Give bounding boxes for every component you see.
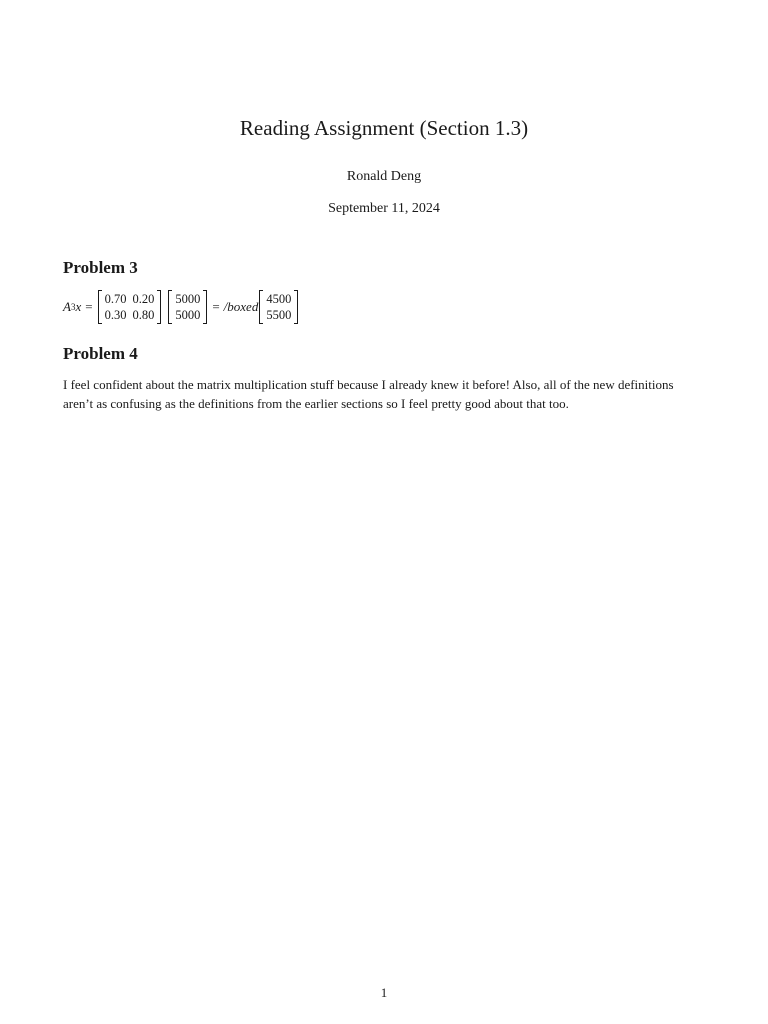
vector-cell: 5000 <box>175 292 201 306</box>
problem-4-paragraph: I feel confident about the matrix multiplication stuff because I already knew it before! Also, all of the new definitions aren’t as confusing as the definitions from the earlier sections so I feel pretty good about that too. <box>63 377 674 411</box>
matrix-cell: 0.80 <box>132 308 155 322</box>
state-vector <box>168 290 207 324</box>
equals-sign-2: = <box>212 299 220 314</box>
problem-3-heading: Problem 3 <box>63 258 138 277</box>
transition-matrix <box>98 290 162 324</box>
document-author: Ronald Deng <box>346 169 422 184</box>
matrix-cell: 0.70 <box>104 292 127 306</box>
lhs-variable: x <box>75 299 82 314</box>
document-date: September 11, 2024 <box>328 201 440 216</box>
lhs-exponent: 3 <box>70 302 76 312</box>
result-cell: 5500 <box>266 308 292 322</box>
lhs-base: A <box>63 299 71 314</box>
vector-cell: 5000 <box>175 308 201 322</box>
problem-3-equation <box>63 288 299 326</box>
matrix-cell: 0.30 <box>104 308 127 322</box>
result-cell: 4500 <box>266 292 292 306</box>
problem-4-heading: Problem 4 <box>63 344 138 363</box>
result-vector <box>259 290 298 324</box>
equals-sign-1: = <box>85 299 93 314</box>
document-title: Reading Assignment (Section 1.3) <box>239 116 529 140</box>
matrix-cell: 0.20 <box>132 292 155 306</box>
boxed-text: /boxed <box>223 299 259 314</box>
page-number: 1 <box>380 985 388 1000</box>
